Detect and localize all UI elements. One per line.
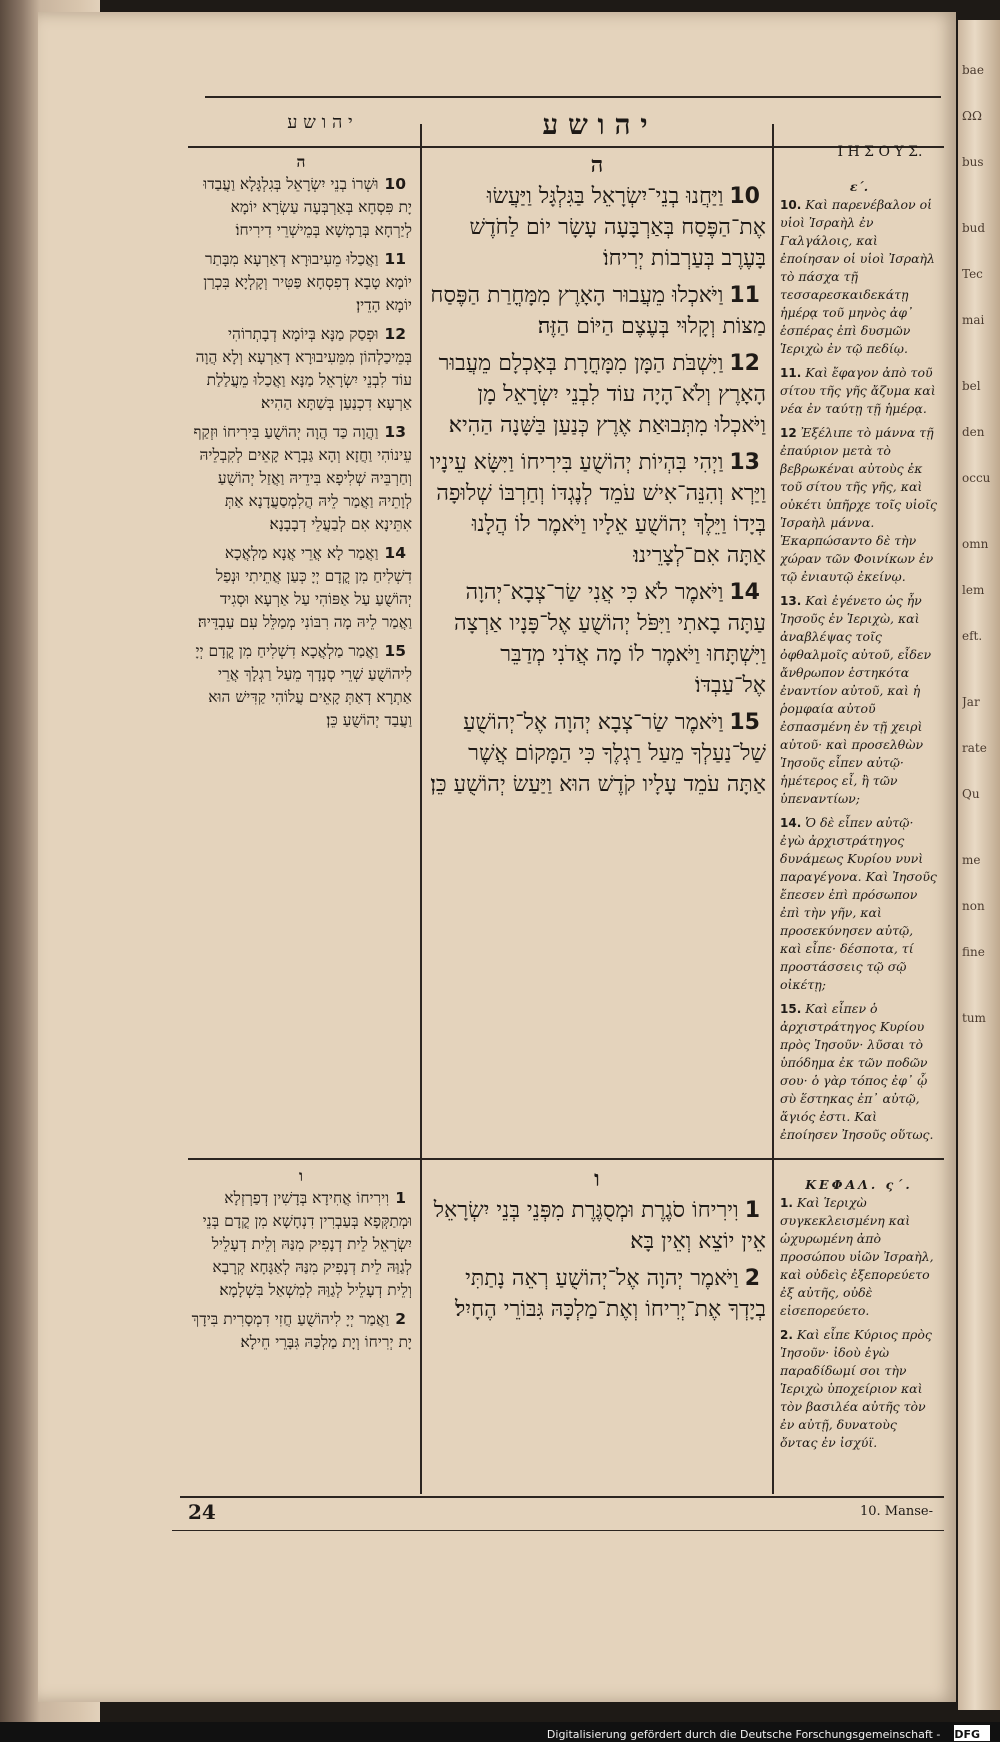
greek-verses [780, 196, 938, 1144]
verse [428, 1195, 766, 1257]
verse-text: Ὁ δὲ εἶπεν αὐτῷ· ἐγὼ ἀρχιστράτηγος δυνάμεως Κυρίου νυνὶ παραγέγονα. Καὶ Ἰησοῦς ἔπεσεν ἐπὶ πρόσωπον ἐπὶ τὴν γῆν, καὶ προσεκύνησεν αὐτῷ, καὶ εἶπε· δέσποτα, τί προστάσσεις τῷ σῷ οἰκέτῃ; [780, 815, 937, 992]
verse-text: וַיֹּאמֶר לֹא כִּי אֲנִי שַׂר־צְבָא־יְהוָה עַתָּה בָאתִי וַיִּפֹּל יְהוֹשֻׁעַ אֶל־פָּנָיו אַרְצָה וַיִּשְׁתָּחוּ וַיֹּאמֶר לוֹ מָה אֲדֹנִי מְדַבֵּר אֶל־עַבְדּוֹ׃ [454, 580, 766, 698]
edge-word: bud [962, 221, 986, 235]
hebrew-verses-ch6 [428, 1195, 766, 1325]
verse-text: וַיִּשְׁבֹּת הַמָּן מִמָּחֳרָת בְּאָכְלָם מֵעֲבוּר הָאָרֶץ וְלֹא־הָיָה עוֹד לִבְנֵי יִשְׂרָאֵל מָן וַיֹּאכְלוּ מִתְּבוּאַת אֶרֶץ כְּנַעַן בַּשָּׁנָה הַהִיא׃ [438, 351, 766, 438]
aramaic-column-ch6 [190, 1164, 412, 1494]
aramaic-column-ch5 [190, 150, 412, 1150]
hebrew-verses [428, 181, 766, 800]
verse-text: וַאֲמַר יְיָ לִיהוֹשֻׁעַ חֲזִי דִמְסָרִית בִּידָךְ יָת יְרִיחוֹ וְיָת מַלְכַּהּ גִּבָּרֵי חֵילָא׃ [191, 1310, 412, 1351]
edge-word: fine [962, 945, 985, 959]
column-divider-right [772, 124, 774, 1494]
verse-number: 15 [384, 642, 406, 660]
verse-number: 2 [744, 1266, 760, 1291]
footer-rule [172, 1530, 944, 1531]
edge-word: occu [962, 471, 991, 485]
verse [428, 280, 766, 342]
verse-text: Καὶ εἶπεν ὁ ἀρχιστράτηγος Κυρίου πρὸς Ἰησοῦν· λῦσαι τὸ ὑπόδημα ἐκ τῶν ποδῶν σου· ὁ γὰρ τόπος ἐφ᾽ ᾧ σὺ ἕστηκας ἐπ᾽ αὐτῷ, ἅγιός ἐστι. Καὶ ἐποίησεν Ἰησοῦς οὕτως. [780, 1001, 934, 1142]
edge-word: Jar [962, 695, 980, 709]
chapter-break-rule [188, 1158, 944, 1160]
verse-number: 14 [384, 544, 406, 562]
verse-text: Καὶ παρενέβαλον οἱ υἱοὶ Ἰσραὴλ ἐν Γαλγάλοις, καὶ ἐποίησαν οἱ υἱοὶ Ἰσραὴλ τὸ πάσχα τῇ τεσσαρεσκαιδεκάτῃ ἡμέρᾳ τοῦ μηνὸς ἀφ᾽ ἑσπέρας ἐπὶ δυσμῶν Ἱεριχὼ ἐν τῷ πεδίῳ. [780, 197, 935, 356]
verse-number: 11. [780, 366, 802, 380]
edge-word: Qu [962, 787, 980, 801]
header-hebrew: י ה ו ש ע [542, 108, 648, 141]
edge-word: bel [962, 379, 981, 393]
verse [780, 1326, 938, 1452]
verse-number: 10 [729, 184, 760, 209]
verse [190, 640, 412, 732]
verse [190, 421, 412, 536]
verse [428, 181, 766, 274]
verse-number: 12 [780, 426, 797, 440]
dfg-logo: DFG [954, 1725, 990, 1741]
edge-word: ΩΩ [962, 109, 982, 123]
edge-word: tum [962, 1011, 986, 1025]
verse [780, 424, 938, 586]
edge-word: Tec [962, 267, 983, 281]
chapter6-label-hebrew: ו [594, 1166, 600, 1192]
greek-column-ch6 [780, 1176, 938, 1494]
verse-text: וַיֹּאכְלוּ מֵעֲבוּר הָאָרֶץ מִמָּחֳרַת הַפֶּסַח מַצּוֹת וְקָלוּי בְּעֶצֶם הַיּוֹם הַזֶּה׃ [430, 283, 766, 339]
page-number: 24 [188, 1500, 216, 1524]
verse-number: 14. [780, 816, 802, 830]
verse [428, 447, 766, 571]
chapter-label-greek: ε´. [849, 179, 869, 194]
verse [780, 592, 938, 808]
column-divider-left [420, 124, 422, 1494]
verse-text: וּשְׁרוֹ בְנֵי יִשְׂרָאֵל בְּגִלְגָּלָא וַעֲבַדוּ יָת פִּסְחָא בְּאַרְבְּעָה עַשְׂרָא יוֹמָא לְיַרְחָא בְּרַמְשָׁא בְּמֵישְׁרֵי דִירִיחוֹ׃ [203, 175, 412, 239]
verse-text: Ἐξέλιπε τὸ μάννα τῇ ἐπαύριον μετὰ τὸ βεβρωκέναι αὐτοὺς ἐκ τοῦ σίτου τῆς γῆς, καὶ οὐκέτι ὑπῆρχε τοῖς υἱοῖς Ἰσραὴλ μάννα. Ἐκαρπώσαντο δὲ τὴν χώραν τῶν Φοινίκων ἐν τῷ ἐνιαυτῷ ἐκείνῳ. [780, 425, 937, 584]
verse [190, 323, 412, 415]
bottom-rule [180, 1496, 944, 1498]
verse [780, 1000, 938, 1144]
edge-word: non [962, 899, 985, 913]
verse-text: וַאֲכַלוּ מֵעִיבוּרָא דְאַרְעָא מִבָּתַר יוֹמָא טָבָא דְפִסְחָא פַּטִּיר וְקָלְיָא בִּכְרַן יוֹמָא הָדֵין׃ [203, 250, 412, 314]
verse [780, 364, 938, 418]
aramaic-verses-ch6 [190, 1187, 412, 1354]
verse-text: וַאֲמַר מַלְאֲכָא דִשְׁלִיחַ מִן קֳדָם יְיָ לִיהוֹשֻׁעַ שְׁרֵי סְנָדָךְ מֵעַל רַגְלָךְ אֲרֵי אַתְרָא דְאַתְּ קָאֵים עֲלוֹהִי קַדִּישׁ הוּא וַעֲבַד יְהוֹשֻׁעַ כֵּן׃ [195, 642, 412, 729]
greek-column-ch5 [780, 178, 938, 1153]
verse-text: Καὶ εἶπε Κύριος πρὸς Ἰησοῦν· ἰδοὺ ἐγὼ παραδίδωμί σοι τὴν Ἱεριχὼ ὑποχείριον καὶ τὸν βασιλέα αὐτῆς τὸν ἐν αὐτῇ, δυνατοὺς ὄντας ἐν ἰσχύϊ. [780, 1327, 932, 1450]
verse-text: וַהֲוָה כַּד הֲוָה יְהוֹשֻׁעַ בִּירִיחוֹ וּזְקַף עֵינוֹהִי וַחֲזָא וְהָא גַּבְרָא קָאֵים לְקִבְלֵיהּ וְחַרְבֵּיהּ שְׁלִיפָא בִּידֵיהּ וַאֲזַל יְהוֹשֻׁעַ לְוָתֵיהּ וַאֲמַר לֵיהּ הֲלִמְסַעֲדָנָא אַתְּ אִתֵּינָא אִם לְבַעֲלֵי דְבָבָנָא׃ [193, 423, 412, 533]
verse-text: וַיְהִי בִּהְיוֹת יְהוֹשֻׁעַ בִּירִיחוֹ וַיִּשָּׂא עֵינָיו וַיַּרְא וְהִנֵּה־אִישׁ עֹמֵד לְנֶגְדּוֹ וְחַרְבּוֹ שְׁלוּפָה בְּיָדוֹ וַיֵּלֶךְ יְהוֹשֻׁעַ אֵלָיו וַיֹּאמֶר לוֹ הֲלָנוּ אַתָּה אִם־לְצָרֵינוּ׃ [429, 450, 766, 568]
header-greek: Ι Η Σ Ο Υ Σ. [837, 144, 923, 160]
verse [428, 1263, 766, 1325]
verse [428, 707, 766, 800]
verse [190, 248, 412, 317]
verse [190, 1187, 412, 1302]
verse-number: 10 [384, 175, 406, 193]
verse [190, 173, 412, 242]
verse-number: 13 [729, 450, 760, 475]
verse-text: וַיֹּאמֶר שַׂר־צְבָא יְהוָה אֶל־יְהוֹשֻׁעַ שַׁל־נַעַלְךָ מֵעַל רַגְלֶךָ כִּי הַמָּקוֹם אֲשֶׁר אַתָּה עֹמֵד עָלָיו קֹדֶשׁ הוּא וַיַּעַשׂ יְהוֹשֻׁעַ כֵּן׃ [430, 710, 766, 797]
edge-word: den [962, 425, 985, 439]
verse [190, 1308, 412, 1354]
verse-text: Καὶ ἔφαγον ἀπὸ τοῦ σίτου τῆς γῆς ἄζυμα καὶ νέα ἐν ταύτῃ τῇ ἡμέρᾳ. [780, 365, 936, 416]
digitization-footer [0, 1722, 1000, 1742]
verse [428, 348, 766, 441]
edge-word: rate [962, 741, 987, 755]
verse [780, 196, 938, 358]
verse-number: 15. [780, 1002, 802, 1016]
hebrew-column-ch6 [428, 1164, 766, 1494]
aramaic-verses [190, 173, 412, 732]
verse-number: 13. [780, 594, 802, 608]
verse-text: Καὶ Ἱεριχὼ συγκεκλεισμένη καὶ ὠχυρωμένη ἀπὸ προσώπου υἱῶν Ἰσραὴλ, καὶ οὐδεὶς ἐξεπορεύετο ἐξ αὐτῆς, οὐδὲ εἰσεπορεύετο. [780, 1195, 934, 1318]
chapter6-label-greek: ΚΕΦΑΛ. ς´. [805, 1177, 913, 1192]
chapter6-label-aramaic: ו [299, 1166, 303, 1185]
verse-text: וַיַּחֲנוּ בְנֵי־יִשְׂרָאֵל בַּגִּלְגָּל וַיַּעֲשׂוּ אֶת־הַפֶּסַח בְּאַרְבָּעָה עָשָׂר יוֹם לַחֹדֶשׁ בָּעֶרֶב בְּעַרְבוֹת יְרִיחוֹ׃ [469, 184, 766, 271]
top-rule [205, 96, 941, 98]
chapter-label-hebrew: ה [590, 152, 604, 178]
greek-verses-ch6 [780, 1194, 938, 1452]
next-page-text-fragment [962, 60, 998, 1054]
footer-text: Digitalisierung gefördert durch die Deutsche Forschungsgemeinschaft - [546, 1728, 941, 1741]
verse-text: וִירִיחוֹ אֲחִידָא בְּדָשִׁין דְפַרְזְלָא וּמְתַקְּפָא בְּעַבְרִין דִנְחָשָׁא מִן קֳדָם בְּנֵי יִשְׂרָאֵל לֵית דְנָפִיק מִנַּהּ וְלֵית דְעָלֵיל לְגַוַּהּ לֵית דְנָפִיק מִנַּהּ לְאַגָּחָא קְרָבָא וְלֵית דְעָלֵיל לְגַוַּהּ לְמִשְׁאַל בִּשְׁלָמָא׃ [202, 1189, 412, 1299]
verse-number: 12 [384, 325, 406, 343]
edge-word: omn [962, 537, 989, 551]
catchword: 10. Manse- [860, 1504, 933, 1519]
edge-word: bae [962, 63, 984, 77]
verse-text: וִירִיחוֹ סֹגֶרֶת וּמְסֻגֶּרֶת מִפְּנֵי בְּנֵי יִשְׂרָאֵל אֵין יוֹצֵא וְאֵין בָּא׃ [433, 1198, 766, 1254]
edge-word: mai [962, 313, 985, 327]
verse-number: 11 [729, 283, 760, 308]
verse-number: 11 [384, 250, 406, 268]
verse-text: וַאֲמַר לָא אֲרֵי אֲנָא מַלְאֲכָא דִשְׁלִיחַ מִן קֳדָם יְיָ כְּעַן אֲתֵיתִי וּנְפַל יְהוֹשֻׁעַ עַל אַפּוֹהִי עַל אַרְעָא וּסְגִיד וַאֲמַר לֵיהּ מָה רִבּוֹנִי מְמַלֵּל עִם עַבְדֵּיהּ׃ [197, 544, 412, 631]
edge-word: me [962, 853, 981, 867]
verse-number: 1 [744, 1198, 760, 1223]
chapter-label-aramaic: ה [296, 152, 306, 171]
verse [780, 1194, 938, 1320]
hebrew-column-ch5 [428, 150, 766, 1150]
verse-number: 15 [729, 710, 760, 735]
verse-number: 2 [395, 1310, 406, 1328]
edge-word: eft. [962, 629, 983, 643]
verse [190, 542, 412, 634]
verse-number: 13 [384, 423, 406, 441]
verse [780, 814, 938, 994]
verse-number: 1. [780, 1196, 793, 1210]
verse-text: Καὶ ἐγένετο ὡς ἦν Ἰησοῦς ἐν Ἱεριχὼ, καὶ ἀναβλέψας τοῖς ὀφθαλμοῖς αὐτοῦ, εἶδεν ἄνθρωπον ἑστηκότα ἐναντίον αὐτοῦ, καὶ ἡ ῥομφαία αὐτοῦ ἐσπασμένη ἐν τῇ χειρὶ αὐτοῦ· καὶ προσελθὼν Ἰησοῦς εἶπεν αὐτῷ· ἡμέτερος εἶ, ἢ τῶν ὑπεναντίων; [780, 593, 932, 806]
header-aramaic: י ה ו ש ע [287, 112, 353, 133]
verse-number: 14 [729, 580, 760, 605]
edge-word: bus [962, 155, 984, 169]
verse-number: 10. [780, 198, 802, 212]
verse-number: 12 [729, 351, 760, 376]
verse [428, 577, 766, 701]
verse-text: וּפְסַק מַנָּא בְּיוֹמָא דְבָתְרוֹהִי בְּמֵיכַלְהוֹן מִמֵּעִיבוּרָא דְאַרְעָא וְלָא הֲוָה עוֹד לִבְנֵי יִשְׂרָאֵל מַנָּא וַאֲכַלוּ מֵעֲלַלַת אַרְעָא דִכְנַעַן בְּשַׁתָּא הַהִיא׃ [195, 325, 412, 412]
verse-number: 1 [395, 1189, 406, 1207]
verse-number: 2. [780, 1328, 793, 1342]
edge-word: lem [962, 583, 985, 597]
verse-text: וַיֹּאמֶר יְהוָה אֶל־יְהוֹשֻׁעַ רְאֵה נָתַתִּי בְיָדְךָ אֶת־יְרִיחוֹ וְאֶת־מַלְכָּהּ גִּבּוֹרֵי הֶחָיִל׃ [455, 1266, 766, 1322]
